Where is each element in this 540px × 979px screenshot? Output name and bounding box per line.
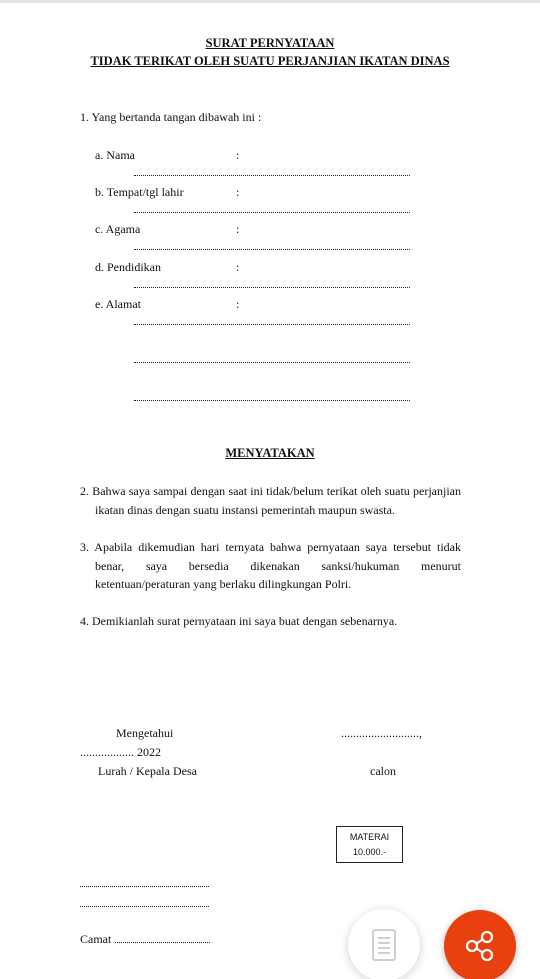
top-divider bbox=[0, 0, 540, 3]
materai-value: 10.000.- bbox=[352, 847, 387, 857]
point-2-line-1: 2. Bahwa saya sampai dengan saat ini tidak/belum terikat oleh suatu perjanjian bbox=[80, 484, 461, 498]
share-icon bbox=[463, 929, 497, 963]
fill-line-pendidikan bbox=[134, 287, 410, 288]
fill-line-agama bbox=[134, 249, 410, 250]
field-label-nama: a. Nama bbox=[95, 148, 135, 162]
lurah-label: Lurah / Kepala Desa bbox=[98, 764, 197, 778]
mengetahui-label: Mengetahui bbox=[116, 726, 174, 740]
share-button[interactable] bbox=[444, 910, 516, 979]
point-3-line-3: ketentuan/peraturan yang berlaku dilingkungan Polri. bbox=[95, 577, 352, 591]
materai-box bbox=[336, 826, 403, 863]
intro-text: 1. Yang bertanda tangan dibawah ini : bbox=[80, 110, 262, 124]
point-3 bbox=[80, 538, 461, 594]
materai-label: MATERAI bbox=[349, 832, 390, 842]
document-icon bbox=[371, 928, 397, 962]
field-label-tempat-tgl-lahir: b. Tempat/tgl lahir bbox=[95, 185, 184, 199]
fill-line-alamat-1 bbox=[134, 324, 410, 325]
year-field: .................. 2022 bbox=[80, 745, 161, 759]
place-date-field: .........................., bbox=[341, 726, 422, 740]
calon-label: calon bbox=[370, 764, 396, 778]
document-view-button[interactable] bbox=[348, 909, 420, 979]
camat-line bbox=[115, 942, 210, 943]
fill-line-alamat-3 bbox=[134, 400, 410, 401]
document-subtitle: TIDAK TERIKAT OLEH SUATU PERJANJIAN IKATAN DINAS bbox=[90, 54, 450, 68]
point-2-line-2: ikatan dinas dengan suatu instansi pemerintah maupun swasta. bbox=[95, 502, 395, 517]
point-4: 4. Demikianlah surat pernyataan ini saya buat dengan sebenarnya. bbox=[80, 614, 398, 628]
field-colon: : bbox=[236, 185, 240, 199]
camat-label: Camat bbox=[80, 932, 112, 946]
field-label-alamat: e. Alamat bbox=[95, 297, 141, 311]
signature-line-1 bbox=[80, 886, 209, 887]
fill-line-alamat-2 bbox=[134, 362, 410, 363]
point-2 bbox=[80, 482, 461, 519]
point-3-line-1: 3. Apabila dikemudian hari ternyata bahwa pernyataan saya tersebut tidak bbox=[80, 540, 461, 554]
field-colon: : bbox=[236, 260, 240, 274]
field-colon: : bbox=[236, 148, 240, 162]
field-label-agama: c. Agama bbox=[95, 222, 141, 236]
fill-line-nama bbox=[134, 175, 410, 176]
field-colon: : bbox=[236, 222, 240, 236]
fill-line-tempat-tgl-lahir bbox=[134, 212, 410, 213]
field-label-pendidikan: d. Pendidikan bbox=[95, 260, 161, 274]
document-title: SURAT PERNYATAAN bbox=[205, 36, 335, 50]
field-colon: : bbox=[236, 297, 240, 311]
signature-line-2 bbox=[80, 906, 209, 907]
menyatakan-heading: MENYATAKAN bbox=[225, 446, 315, 460]
point-3-line-2: benar, saya bersedia dikenakan sanksi/hukuman menurut bbox=[95, 558, 461, 573]
